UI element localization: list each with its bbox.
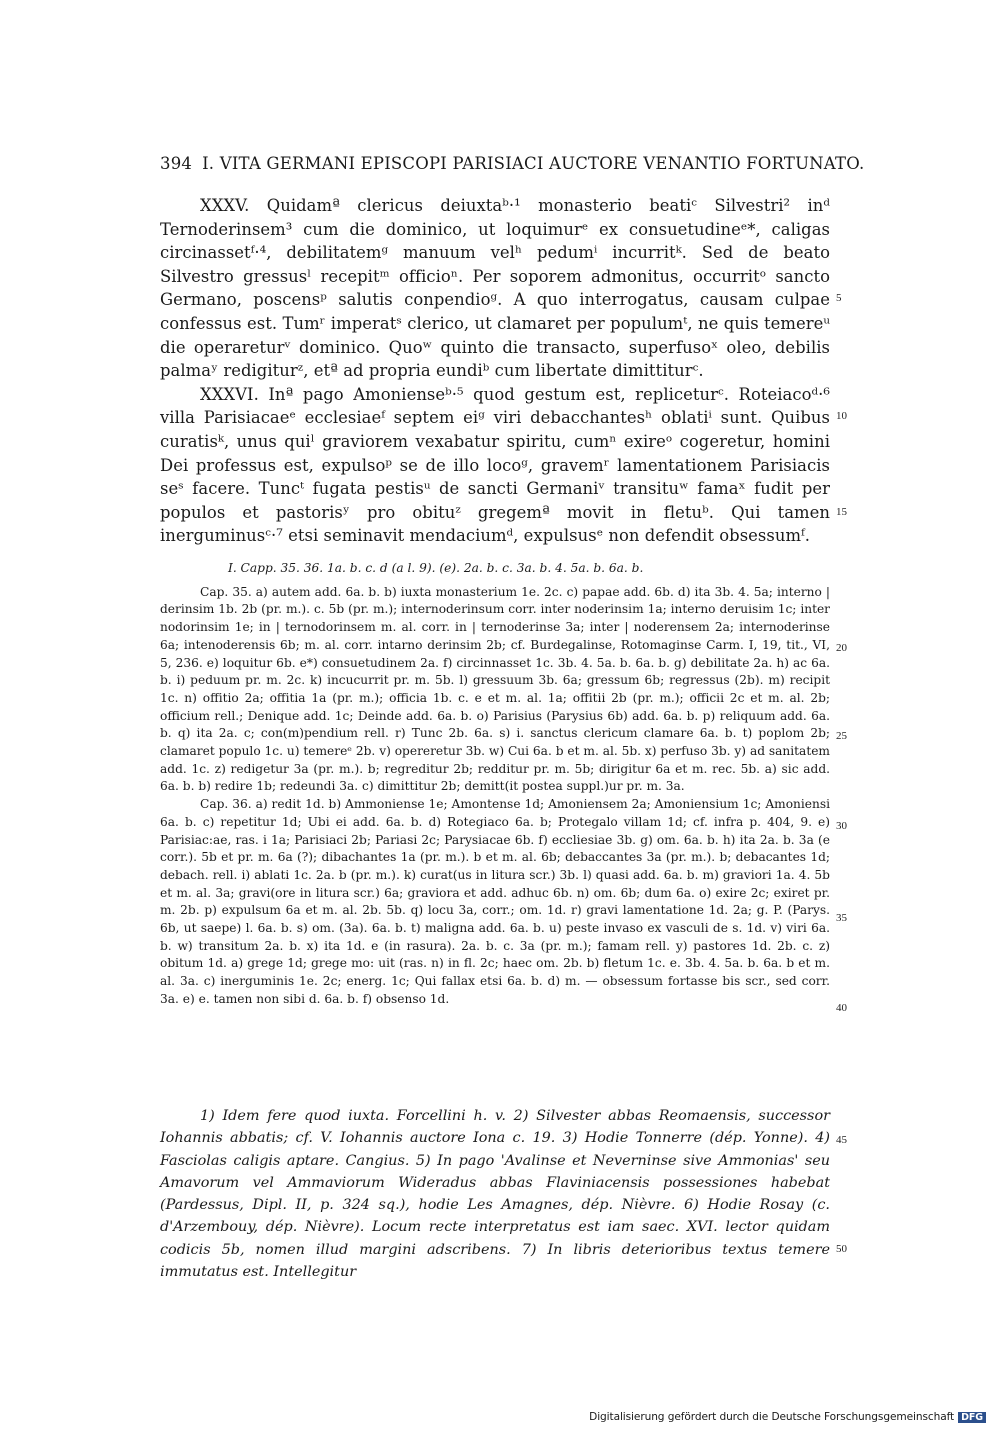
line-number: 40 — [836, 1002, 847, 1014]
credit-text: Digitalisierung gefördert durch die Deutsche Forschungsgemeinschaft — [589, 1411, 955, 1423]
footnote-text: 1) Idem fere quod iuxta. Forcellini h. v. 2) Silvester abbas Reomaensis, successor Iohannis abbatis; cf. V. Iohannis auctore Iona c. 19. 3) Hodie Tonnerre (dép. Yonne). 4) Fasciolas caligis aptare. Cangius. 5) In pago 'Avalinse et Neverninse sive Ammonias' seu Amavorum vel Ammaviorum Wideradus abbas Flaviniacensis possessiones habebat (Pardessus, Dipl. II, p. 324 sq.), hodie Les Amagnes, dép. Nièvre. 6) Hodie Rosay (c. d'Arzembouy, dép. Nièvre). Locum recte interpretatus est iam saec. XVI. lector quidam codicis 5b, nomen illud margini adscribens. 7) In libris deterioribus textus temere immutatus est. Intellegitur — [160, 1108, 830, 1281]
digitization-credit — [589, 1411, 986, 1423]
dfg-logo: DFG — [958, 1412, 986, 1423]
page-number: 394 — [160, 154, 193, 173]
line-number: 10 — [836, 410, 847, 422]
footnotes — [160, 1105, 830, 1283]
line-number: 35 — [836, 912, 847, 924]
critical-apparatus — [160, 560, 830, 1009]
line-number: 45 — [836, 1134, 847, 1146]
apparatus-sigla: I. Capp. 35. 36. 1a. b. c. d (a l. 9). (e). 2a. b. c. 3a. b. 4. 5a. b. 6a. b. — [228, 561, 644, 575]
line-number: 20 — [836, 642, 847, 654]
chapter-36: XXXVI. Inª pago Amonienseᵇ·⁵ quod gestum est, repliceturᶜ. Roteiacoᵈ·⁶ villa Parisiacaeᵉ ecclesiaeᶠ septem eiᵍ viri debacchantesʰ oblatiⁱ sunt. Quibus curatisᵏ, unus quiˡ graviorem vexabatur spiritu, cumⁿ exireᵒ cogeretur, homini Dei professus est, expulsoᵖ se de illo locoᵍ, gravemʳ lamentationem Parisiacis seˢ facere. Tuncᵗ fugata pestisᵘ de sancti Germaniᵛ transituʷ famaˣ fudit per populos et pastorisʸ pro obituᶻ gregemª movit in fletuᵇ. Qui tamen inerguminusᶜ·⁷ etsi seminavit mendaciumᵈ, expulsusᵉ non defendit obsessumᶠ. — [160, 384, 830, 546]
main-text — [160, 194, 830, 548]
apparatus-cap-36: Cap. 36. a) redit 1d. b) Ammoniense 1e; Amontense 1d; Amoniensem 2a; Amoniensium 1c; Amoniensi 6a. b. c) repetitur 1d; Ubi ei add. 6a. b. d) Rotegiaco 6a. b; Protegalo villam 1d; cf. infra p. 404, 9. e) Parisiac:ae, ras. i 1a; Parisiaci 2b; Pariasi 2c; Parysiacae 6b. f) eccliesiae 3b. g) om. 6a. b. h) ita 2a. b. 3a (e corr.). 5b et pr. m. 6a (?); dibachantes 1a (pr. m.). b et m. al. 6b; debaccantes 3a (pr. m.). b; debacantes 1d; debach. rell. i) ablati 1c. 2a. b (pr. m.). k) curat(us in litura scr.) 3b. l) quasi add. 6a. b. m) graviori 1a. 4. 5b et m. al. 3a; gravi(ore in litura scr.) 6a; graviora et add. adhuc 6b. n) om. 6b; dum 6a. o) exire 2c; exiret pr. m. 2b. p) expulsum 6a et m. al. 2b. 5b. q) locu 3a, corr.; om. 1d. r) gravi lamentatione 1d. 2a; g. P. (Parys. 6b, ut saepe) l. 6a. b. s) om. (3a). 6a. b. t) maligna add. 6a. b. u) peste invaso ex vasculi de s. 1d. v) viri 6a. b. w) transitum 2a. b. x) ita 1d. e (in rasura). 2a. b. c. 3a (pr. m.); famam rell. y) pastores 1d. 2b. c. z) obitum 1d. a) grege 1d; grege mo: uit (ras. n) in fl. 2c; haec om. 2b. b) fletum 1c. e. 3b. 4. 5a. b. 6a. b et m. al. 3a. c) inerguminis 1e. 2c; energ. 1c; Qui fallax etsi 6a. b. d) m. — obsessum fortasse bis scr., sed corr. 3a. e) e. tamen non sibi d. 6a. b. f) obsenso 1d. — [160, 797, 830, 1006]
chapter-35: XXXV. Quidamª clericus deiuxtaᵇ·¹ monasterio beatiᶜ Silvestri² inᵈ Ternoderinsem³ cum die dominico, ut loquimurᵉ ex consuetudineᵉ*, caligas circinassetᶠ·⁴, debilitatemᵍ manuum velʰ pedumⁱ incurritᵏ. Sed de beato Silvestro gressusˡ recepitᵐ officioⁿ. Per soporem admonitus, occurritᵒ sancto Germano, poscensᵖ salutis conpendioᵍ. A quo interrogatus, causam culpae confessus est. Tumʳ imperatˢ clerico, ut clamaret per populumᵗ, ne quis temereᵘ die operareturᵛ dominico. Quoʷ quinto die transacto, superfusoˣ oleo, debilis palmaʸ redigiturᶻ, etª ad propria eundiᵇ cum libertate dimittiturᶜ. — [160, 196, 830, 381]
line-number: 30 — [836, 820, 847, 832]
apparatus-cap-35: Cap. 35. a) autem add. 6a. b. b) iuxta monasterium 1e. 2c. c) papae add. 6b. d) ita 3b. 4. 5a; interno | derinsim 1b. 2b (pr. m.). c. 5b (pr. m.); internoderinsum corr. inter noderinsim 1a; interno deruisim 1c; inter nodorinsim 1e; in | ternodorinsem m. al. corr. in | ternoderinse 3a; inter | noderensem 2a; internoderinse 6a; intenoderensis 6b; m. al. corr. intarno derinsim 2b; cf. Burdegalinse, Rotomaginse Carm. I, 19, tit., VI, 5, 236. e) loquitur 6b. e*) consuetudinem 2a. f) circinnasset 1c. 3b. 4. 5a. b. 6a. b. g) debilitate 2a. h) ac 6a. b. i) peduum pr. m. 2c. k) incucurrit pr. m. 5b. l) gressuum 3b. 6a; gressum 6b; regressus (2b). m) recipit 1c. n) offitio 2a; offitia 1a (pr. m.); officia 1b. c. e et m. al. 1a; offitii 2b (pr. m.); officii 2c et m. al. 2b; officium rell.; Denique add. 1c; Deinde add. 6a. b. o) Parisius (Parysius 6b) add. 6a. b. p) reliquum add. 6a. b. q) ita 2a. c; con(m)pendium rell. r) Tunc 2b. 6a. s) i. sanctus clericum clamare 6a. b. t) poplom 2b; clamaret populo 1c. u) temereᵉ 2b. v) opereretur 3b. w) Cui 6a. b et m. al. 5b. x) perfuso 3b. y) ad sanitatem add. 1c. z) redigetur 3a (pr. m.). b; regreditur 2b; redditur pr. m. 5b; dirigitur 6a et m. rec. 5b. a) sic add. 6a. b. b) redire 1b; redeundi 3a. c) dimittitur 2b; demitt(it postea suppl.)ur pr. m. 3a. — [160, 584, 830, 794]
line-number: 50 — [836, 1243, 847, 1255]
running-title: I. VITA GERMANI EPISCOPI PARISIACI AUCTORE VENANTIO FORTUNATO. — [202, 154, 865, 173]
line-number: 25 — [836, 730, 847, 742]
running-header — [160, 154, 865, 173]
line-number: 5 — [836, 292, 842, 304]
line-number: 15 — [836, 506, 847, 518]
